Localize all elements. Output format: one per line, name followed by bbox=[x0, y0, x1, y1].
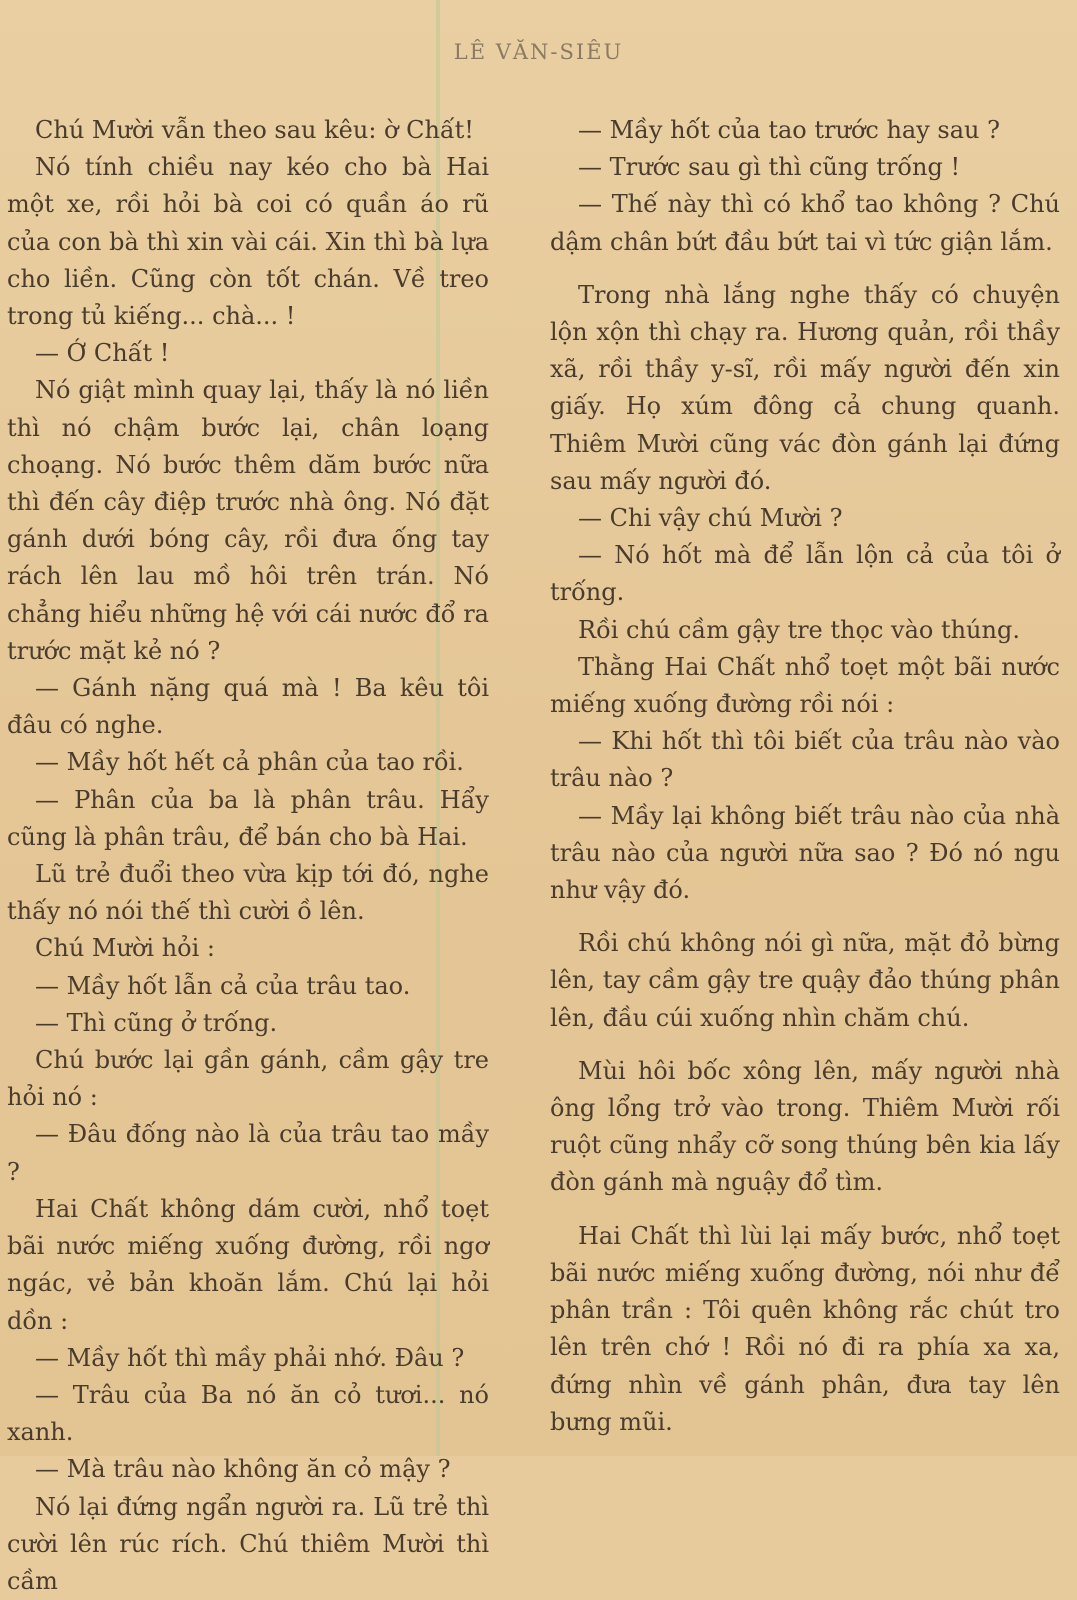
paragraph: — Khi hốt thì tôi biết của trâu nào vào trâu nào ? bbox=[550, 727, 1060, 793]
paragraph: — Đâu đống nào là của trâu tao mầy ? bbox=[7, 1120, 489, 1186]
paragraph: Hai Chất thì lùi lại mấy bước, nhổ toẹt bãi nước miếng xuống đường, nói như để phân trần : Tôi quên không rắc chút tro lên trên chớ ! Rồi nó đi ra phía xa xa, đứng nhìn về gánh phân, đưa tay lên bưng mũi. bbox=[550, 1221, 1060, 1436]
paragraph: — Mầy hốt thì mầy phải nhớ. Đâu ? bbox=[35, 1343, 465, 1372]
paragraph: — Mầy hốt lẫn cả của trâu tao. bbox=[35, 971, 411, 1000]
paragraph: Chú bước lại gần gánh, cầm gậy tre hỏi nó : bbox=[7, 1046, 489, 1112]
paragraph: Chú Mười vẫn theo sau kêu: ờ Chất! bbox=[35, 116, 474, 144]
paragraph: Nó tính chiều nay kéo cho bà Hai một xe, rồi hỏi bà coi có quần áo rũ của con bà thì xin vài cái. Xin thì bà lựa cho liền. Cũng còn tốt chán. Về treo trong tủ kiếng... chà... ! bbox=[7, 153, 489, 331]
right-column bbox=[550, 112, 1060, 1441]
paragraph: Lũ trẻ đuổi theo vừa kịp tới đó, nghe thấy nó nói thế thì cười ồ lên. bbox=[7, 860, 489, 926]
paragraph: — Thì cũng ở trống. bbox=[35, 1008, 278, 1037]
paragraph: — Mầy hốt của tao trước hay sau ? bbox=[578, 116, 1001, 144]
running-header: LÊ VĂN-SIÊU bbox=[453, 40, 624, 64]
paragraph: — Gánh nặng quá mà ! Ba kêu tôi đâu có nghe. bbox=[7, 674, 489, 740]
paragraph: Nó lại đứng ngẩn người ra. Lũ trẻ thì cười lên rúc rích. Chú thiêm Mười thì cầm bbox=[7, 1492, 489, 1595]
left-column bbox=[7, 112, 489, 1600]
paragraph: — Nó hốt mà để lẫn lộn cả của tôi ở trống. bbox=[550, 541, 1060, 607]
paragraph: — Mà trâu nào không ăn cỏ mậy ? bbox=[35, 1455, 451, 1484]
paragraph: — Chi vậy chú Mười ? bbox=[578, 504, 843, 533]
paragraph: Thằng Hai Chất nhổ toẹt một bãi nước miếng xuống đường rồi nói : bbox=[550, 652, 1060, 719]
paragraph: — Trâu của Ba nó ăn cỏ tươi... nó xanh. bbox=[7, 1380, 489, 1447]
paragraph: — Mầy hốt hết cả phân của tao rồi. bbox=[35, 748, 464, 777]
paragraph: — Ớ Chất ! bbox=[35, 339, 170, 368]
paragraph: Rồi chú cầm gậy tre thọc vào thúng. bbox=[578, 615, 1020, 644]
paragraph: Trong nhà lắng nghe thấy có chuyện lộn xộn thì chạy ra. Hương quản, rồi thầy xã, rồi thầy y-sĩ, rồi mấy người đến xin giấy. Họ xúm đông cả chung quanh. Thiêm Mười cũng vác đòn gánh lại đứng sau mấy người đó. bbox=[550, 280, 1060, 495]
paragraph: Mùi hôi bốc xông lên, mấy người nhà ông lổng trở vào trong. Thiêm Mười rối ruột cũng nhẩy cỡ song thúng bên kia lấy đòn gánh mà nguậy đổ tìm. bbox=[550, 1056, 1060, 1197]
paragraph: Hai Chất không dám cười, nhổ toẹt bãi nước miếng xuống đường, rồi ngơ ngác, vẻ bản khoăn lắm. Chú lại hỏi dồn : bbox=[7, 1194, 489, 1335]
paragraph: — Mầy lại không biết trâu nào của nhà trâu nào của người nữa sao ? Đó nó ngu như vậy đó. bbox=[550, 801, 1060, 905]
paragraph: — Thế này thì có khổ tao không ? Chú dậm chân bứt đầu bứt tai vì tức giận lắm. bbox=[550, 190, 1060, 256]
paragraph: Nó giật mình quay lại, thấy là nó liền thì nó chậm bước lại, chân loạng choạng. Nó bước thêm dăm bước nữa thì đến cây điệp trước nhà ông. Nó đặt gánh dưới bóng cây, rồi đưa ống tay rách lên lau mồ hôi trên trán. Nó chẳng hiểu những hệ với cái nước đổ ra trước mặt kẻ nó ? bbox=[7, 376, 489, 665]
paragraph: — Phân của ba là phân trâu. Hẩy cũng là phân trâu, để bán cho bà Hai. bbox=[7, 785, 489, 851]
paragraph: — Trước sau gì thì cũng trống ! bbox=[578, 153, 961, 182]
paragraph: Chú Mười hỏi : bbox=[35, 934, 215, 963]
paragraph: Rồi chú không nói gì nữa, mặt đỏ bừng lên, tay cầm gậy tre quậy đảo thúng phân lên, đầu cúi xuống nhìn chăm chú. bbox=[550, 929, 1060, 1032]
